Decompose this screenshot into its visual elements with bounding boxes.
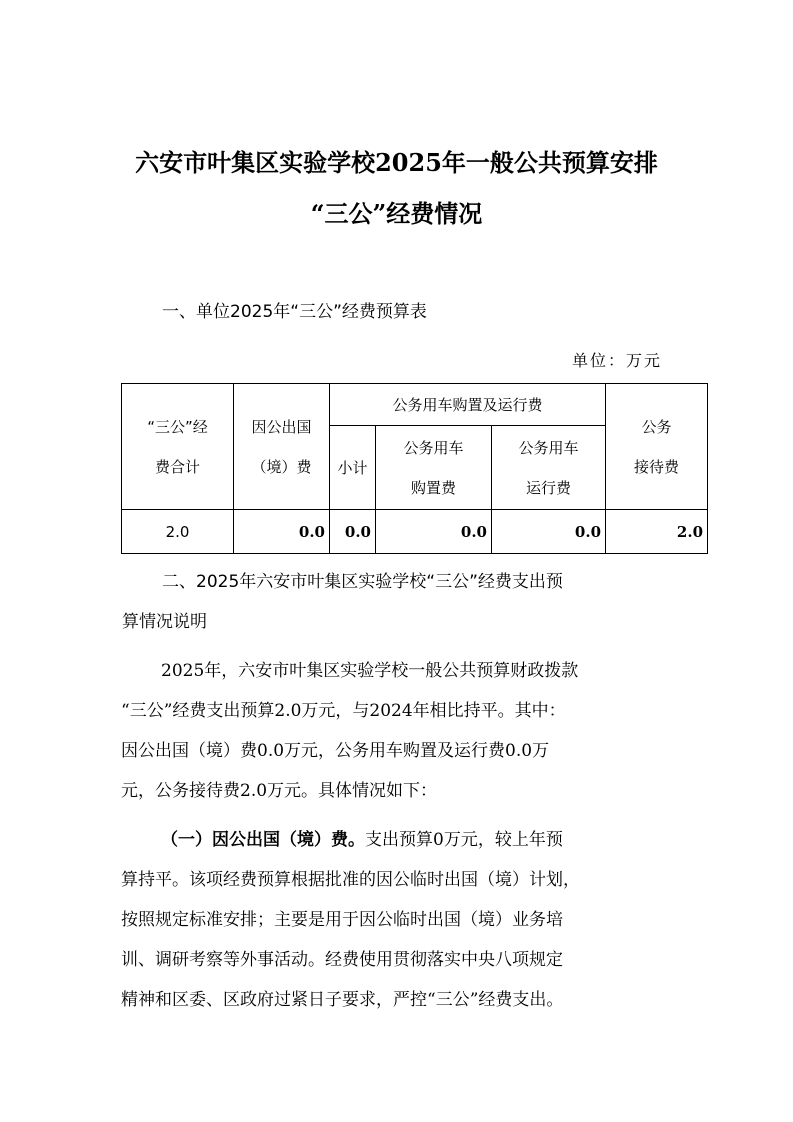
header-subtotal: 小计 [330, 426, 376, 510]
section2-heading-line1: 二、2025年六安市叶集区实验学校“三公”经费支出预 [162, 572, 563, 592]
section2-heading-line2: 算情况说明 [122, 612, 207, 632]
value-reception: 2.0 [606, 510, 708, 554]
section2-heading [122, 562, 702, 642]
document-title-line2: “三公”经费情况 [310, 199, 483, 228]
header-vehicle-group: 公务用车购置及运行费 [330, 384, 606, 426]
value-abroad: 0.0 [234, 510, 330, 554]
header-total: “三公”经 费合计 [122, 384, 234, 510]
header-vehicle-operation: 公务用车 运行费 [492, 426, 606, 510]
paragraph-summary [121, 651, 677, 811]
paragraph-line: 按照规定标准安排；主要是用于因公临时出国（境）业务培 [121, 910, 563, 930]
paragraph-line: 元，公务接待费2.0万元。具体情况如下： [121, 781, 438, 801]
paragraph-abroad [121, 820, 677, 1020]
header-abroad: 因公出国 （境）费 [234, 384, 330, 510]
value-subtotal: 0.0 [330, 510, 376, 554]
paragraph-line: 精神和区委、区政府过紧日子要求，严控“三公”经费支出。 [121, 990, 564, 1010]
paragraph-line [121, 820, 677, 860]
paragraph-line: “三公”经费支出预算2.0万元，与2024年相比持平。其中： [121, 701, 566, 721]
unit-label: 单位：万元 [572, 351, 663, 370]
budget-table [121, 383, 708, 554]
paragraph-line: 因公出国（境）费0.0万元，公务用车购置及运行费0.0万 [121, 741, 550, 761]
paragraph-line: 训、调研考察等外事活动。经费使用贯彻落实中央八项规定 [121, 950, 563, 970]
paragraph-line-rest: 支出预算0万元，较上年预 [365, 830, 563, 850]
header-vehicle-purchase: 公务用车 购置费 [376, 426, 492, 510]
document-title-line1: 六安市叶集区实验学校2025年一般公共预算安排 [135, 148, 658, 177]
paragraph-line: 2025年，六安市叶集区实验学校一般公共预算财政拨款 [161, 661, 579, 681]
paragraph-line: 算持平。该项经费预算根据批准的因公临时出国（境）计划， [121, 870, 580, 890]
value-total: 2.0 [122, 510, 234, 554]
paragraph-bold-lead: （一）因公出国（境）费。 [161, 830, 365, 850]
value-vehicle-operation: 0.0 [492, 510, 606, 554]
section1-heading: 一、单位2025年“三公”经费预算表 [162, 302, 427, 322]
header-reception: 公务 接待费 [606, 384, 708, 510]
value-vehicle-purchase: 0.0 [376, 510, 492, 554]
